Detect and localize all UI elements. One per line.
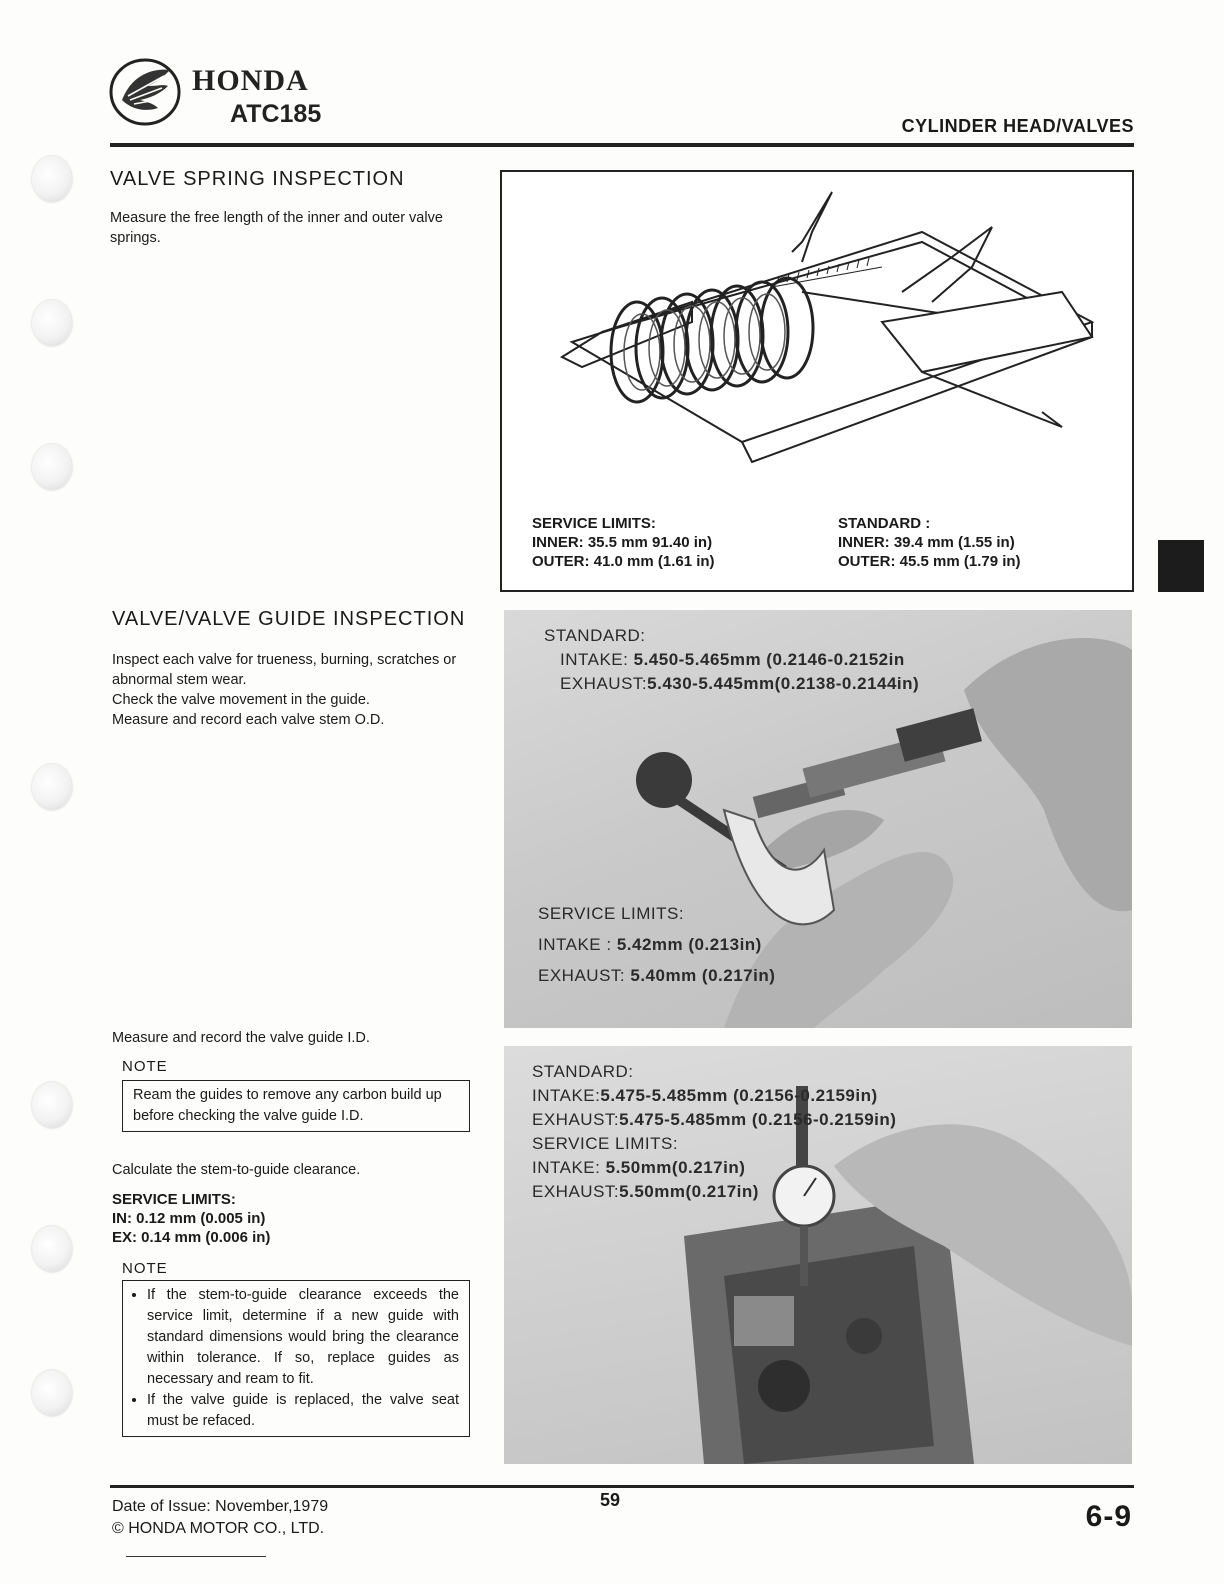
- photo1-exhaust-label: EXHAUST:: [560, 674, 648, 693]
- spring-service-limits: [532, 514, 715, 571]
- photo1-sl-intake-value: 5.42mm (0.213in): [616, 935, 762, 954]
- spring-heading: VALVE SPRING INSPECTION: [110, 168, 405, 190]
- binder-hole: [32, 1082, 72, 1128]
- brand-name: HONDA: [192, 64, 309, 97]
- binder-hole: [32, 764, 72, 810]
- footer-info: [112, 1496, 328, 1540]
- caliper-illustration: [502, 172, 1132, 502]
- dial-indicator-photo: [504, 1046, 1132, 1464]
- footer-rule: [110, 1485, 1134, 1488]
- photo2-sl-label: SERVICE LIMITS:: [532, 1134, 679, 1153]
- spring-figure: [500, 170, 1134, 592]
- header-rule: [110, 143, 1134, 147]
- clearance-text: Calculate the stem-to-guide clearance.: [112, 1162, 361, 1178]
- copyright: © HONDA MOTOR CO., LTD.: [112, 1520, 325, 1537]
- binder-hole: [32, 444, 72, 490]
- photo2-standard: [532, 1060, 896, 1204]
- photo1-standard: [544, 624, 919, 696]
- photo2-intake-label: INTAKE:: [532, 1086, 601, 1105]
- photo1-sl-intake-label: INTAKE :: [538, 935, 612, 954]
- binder-hole: [32, 1370, 72, 1416]
- standard-inner: INNER: 39.4 mm (1.55 in): [838, 534, 1015, 551]
- photo2-exhaust-label: EXHAUST:: [532, 1110, 620, 1129]
- honda-wing-icon: [108, 56, 182, 128]
- clearance-limits-label: SERVICE LIMITS:: [112, 1191, 236, 1208]
- stray-mark: [126, 1556, 266, 1557]
- photo2-intake-value: 5.475-5.485mm (0.2156-0.2159in): [600, 1086, 878, 1105]
- standard-label: STANDARD :: [838, 515, 931, 532]
- valve-guide-text: [112, 650, 484, 730]
- photo1-intake-value: 5.450-5.465mm (0.2146-0.2152in: [633, 650, 905, 669]
- photo2-sl-intake-value: 5.50mm(0.217in): [605, 1158, 746, 1177]
- model-name: ATC185: [230, 100, 322, 128]
- service-limit-outer: OUTER: 41.0 mm (1.61 in): [532, 553, 715, 570]
- service-limits-label: SERVICE LIMITS:: [532, 515, 656, 532]
- binder-hole: [32, 300, 72, 346]
- spring-standard: [838, 514, 1021, 571]
- section-number: 6-9: [1085, 1500, 1132, 1533]
- photo2-sl-exhaust-label: EXHAUST:: [532, 1182, 620, 1201]
- page-number: 59: [600, 1490, 621, 1510]
- note-label: NOTE: [122, 1058, 168, 1075]
- note-clearance-box: [122, 1280, 470, 1437]
- note-item: • If the stem-to-guide clearance exceeds the service limit, determine if a new guide with standard dimensions would bring the clearance within tolerance. If so, replace guides as necessary and ream to fit.: [147, 1285, 459, 1390]
- binder-hole: [32, 1226, 72, 1272]
- photo2-sl-exhaust-value: 5.50mm(0.217in): [619, 1182, 759, 1201]
- photo1-standard-label: STANDARD:: [544, 626, 646, 645]
- photo1-sl-label: SERVICE LIMITS:: [538, 904, 685, 923]
- clearance-limit-ex: EX: 0.14 mm (0.006 in): [112, 1229, 271, 1246]
- check-line: Check the valve movement in the guide.: [112, 692, 370, 708]
- photo1-exhaust-value: 5.430-5.445mm(0.2138-0.2144in): [647, 674, 920, 693]
- micrometer-photo: [504, 610, 1132, 1028]
- issue-date: Date of Issue: November,1979: [112, 1498, 329, 1515]
- binder-hole: [32, 156, 72, 202]
- measure-line: Measure and record each valve stem O.D.: [112, 712, 385, 728]
- photo1-service-limits: [538, 898, 775, 991]
- spring-text: Measure the free length of the inner and outer valve springs.: [110, 210, 443, 246]
- clearance-limit-in: IN: 0.12 mm (0.005 in): [112, 1210, 266, 1227]
- photo2-exhaust-value: 5.475-5.485mm (0.2156-0.2159in): [619, 1110, 897, 1129]
- note-label: NOTE: [122, 1260, 168, 1277]
- note-ream-box: Ream the guides to remove any carbon build up before checking the valve guide I.D.: [122, 1080, 470, 1132]
- service-limit-inner: INNER: 35.5 mm 91.40 in): [532, 534, 713, 551]
- guide-id-text: Measure and record the valve guide I.D.: [112, 1030, 370, 1046]
- clearance-service-limits: [112, 1190, 270, 1247]
- valve-guide-heading: VALVE/VALVE GUIDE INSPECTION: [112, 608, 466, 630]
- note-item: • If the valve guide is replaced, the valve seat must be refaced.: [147, 1390, 459, 1432]
- section-tab-marker: [1158, 540, 1204, 592]
- photo2-standard-label: STANDARD:: [532, 1062, 634, 1081]
- section-title: CYLINDER HEAD/VALVES: [901, 116, 1134, 136]
- photo2-sl-intake-label: INTAKE:: [532, 1158, 601, 1177]
- photo1-intake-label: INTAKE:: [560, 650, 629, 669]
- inspect-line: Inspect each valve for trueness, burning, scratches or abnormal stem wear.: [112, 652, 457, 688]
- photo1-sl-exhaust-value: 5.40mm (0.217in): [630, 966, 776, 985]
- standard-outer: OUTER: 45.5 mm (1.79 in): [838, 553, 1021, 570]
- photo1-sl-exhaust-label: EXHAUST:: [538, 966, 626, 985]
